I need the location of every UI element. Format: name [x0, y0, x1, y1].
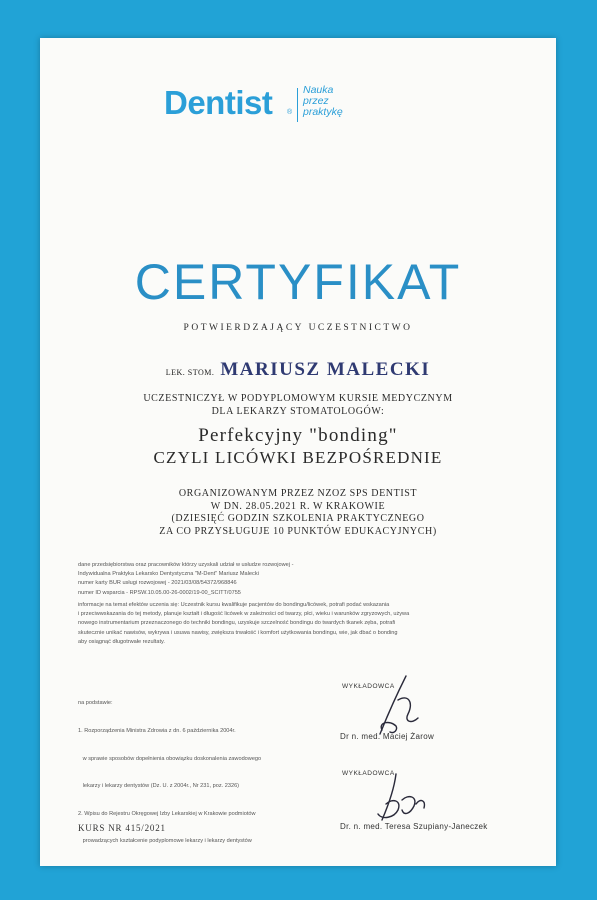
certificate-subtitle: POTWIERDZAJĄCY UCZESTNICTWO	[183, 323, 413, 333]
course-number: KURS NR 415/2021	[78, 823, 166, 833]
participant-title: LEK. STOM.	[165, 368, 215, 377]
registry-info	[78, 561, 478, 598]
lecturer-2-name: Dr. n. med. Teresa Szupiany-Janeczek	[340, 822, 488, 831]
registry-line: Indywidualna Praktyka Lekarsko Dentystyczna "M-Dent" Mariusz Malecki	[78, 571, 259, 578]
legal-line: lekarzy i lekarzy dentystów (Dz. U. z 2004r., Nr 231, poz. 2326)	[78, 783, 240, 790]
lecturer-1-name: Dr n. med. Maciej Żarow	[340, 732, 435, 741]
legal-line: 1. Rozporządzenia Ministra Zdrowia z dn. 6 października 2004r.	[78, 728, 236, 735]
dentist-logo	[164, 84, 434, 164]
logo-tagline	[303, 85, 363, 118]
lecturer-2-signature	[368, 770, 438, 830]
course-title	[40, 425, 556, 469]
participation-statement	[40, 393, 556, 418]
outcomes-line: i przeciwwskazania do tej metody, planuje kształt i długość licówek w zależności od twarzy, płci, wieku i warunków zgryzowych, używa	[78, 611, 410, 618]
organizer-line: ORGANIZOWANYM PRZEZ NZOZ SPS DENTIST	[178, 488, 418, 499]
certificate-title: CERTYFIKAT	[134, 254, 462, 310]
organizer-line: W DN. 28.05.2021 R. W KRAKOWIE	[210, 500, 386, 512]
legal-line: 2. Wpisu do Rejestru Okręgowej Izby Lekarskiej w Krakowie podmiotów	[78, 810, 256, 817]
registry-line: dane przedsiębiorstwa oraz pracowników którzy uzyskali udział w usłudze rozwojowej -	[78, 562, 294, 568]
logo-tagline-line: przez	[303, 95, 329, 107]
logo-divider	[297, 88, 298, 122]
course-title-line: CZYLI LICÓWKI BEZPOŚREDNIE	[153, 448, 443, 467]
statement-line: UCZESTNICZYŁ W PODYPLOMOWYM KURSIE MEDYCZNYM	[143, 393, 453, 404]
lecturer-1-label: WYKŁADOWCA	[342, 683, 395, 690]
course-title-line: Perfekcyjny "bonding"	[198, 425, 398, 446]
logo-tagline-line: Nauka	[303, 84, 334, 96]
lecturer-2-label: WYKŁADOWCA	[342, 770, 395, 777]
logo-tagline-line: praktykę	[303, 106, 343, 118]
outcomes-line: skutecznie unikać nawisów, wykrywa i usuwa nawisy, zwiększa trwałość i komfort użytkowania bondingu, wie, jak dbać o bonding	[78, 629, 398, 636]
logo-wordmark: Dentist	[164, 84, 273, 121]
organizer-line: ZA CO PRZYSŁUGUJE 10 PUNKTÓW EDUKACYJNYCH)	[159, 525, 437, 537]
outcomes-line: nowego instrumentarium przeznaczonego do techniki bondingu, uzyskuje szczelność bondingu do twardych tkanek zęba, potrafi	[78, 620, 396, 627]
legal-line: prowadzących kształcenie podyplomowe lekarzy i lekarzy dentystów	[78, 838, 252, 845]
participant-name: MARIUSZ MALECKI	[220, 359, 431, 380]
registry-line: numer ID wsparcia - RPSW.10.05.00-26-0002/19-00_SCITT/0755	[78, 589, 241, 596]
logo-registered-mark: ®	[287, 109, 293, 116]
organizer-details	[40, 488, 556, 538]
registry-line: numer karty BUR usługi rozwojowej - 2021/03/08/54372/968846	[78, 580, 237, 587]
organizer-line: (DZIESIĘĆ GODZIN SZKOLENIA PRAKTYCZNEGO	[171, 513, 425, 524]
statement-line: DLA LEKARZY STOMATOLOGÓW:	[211, 405, 385, 417]
outcomes-line: aby osiągnąć długotrwałe rezultaty.	[78, 638, 165, 645]
participant-name-row	[40, 359, 556, 381]
learning-outcomes	[78, 601, 478, 647]
outcomes-line: informacje na temat efektów uczenia się: Uczestnik kursu kwalifikuje pacjentów do bondingu/licówek, potrafi podać wskazania	[78, 602, 390, 608]
legal-line: w sprawie sposobów dopełnienia obowiązku doskonalenia zawodowego	[78, 755, 262, 762]
legal-line: na podstawie:	[78, 700, 113, 707]
